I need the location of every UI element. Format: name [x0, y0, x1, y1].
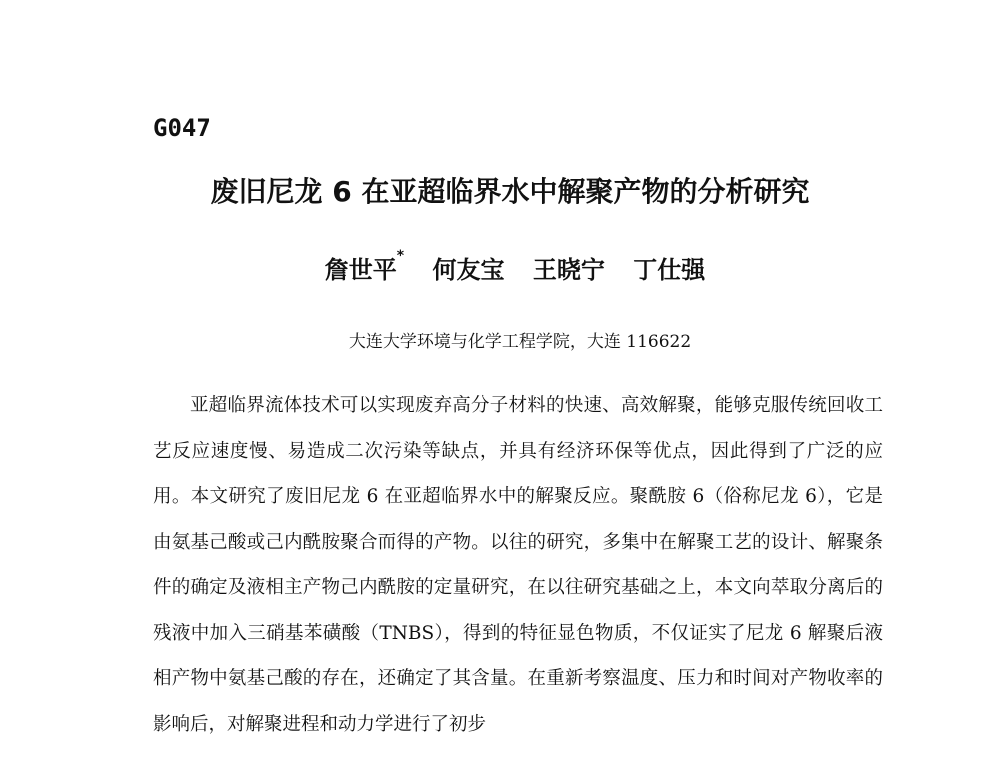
- corresponding-author-mark: *: [396, 248, 405, 264]
- author-3: [533, 250, 605, 285]
- author-name: 何友宝: [432, 256, 505, 284]
- affiliation: 大连大学环境与化学工程学院，大连 116622: [348, 332, 692, 352]
- author-name: 王晓宁: [532, 256, 605, 284]
- author-2: [432, 250, 504, 285]
- author-name: 丁仕强: [633, 256, 706, 284]
- author-1: [325, 250, 404, 285]
- paper-title: 废旧尼龙 6 在亚超临界水中解聚产物的分析研究: [210, 175, 810, 208]
- author-4: [633, 250, 705, 285]
- abstract-paragraph: 亚超临界流体技术可以实现废弃高分子材料的快速、高效解聚，能够克服传统回收工艺反应速度慢、易造成二次污染等缺点，并具有经济环保等优点，因此得到了广泛的应用。本文研究了废旧尼龙 6 在亚超临界水中的解聚反应。聚酰胺 6（俗称尼龙 6），它是由氨基己酸或己内酰胺聚合而得的产物。以往的研究，多集中在解聚工艺的设计、解聚条件的确定及液相主产物己内酰胺的定量研究，在以往研究基础之上，本文向萃取分离后的残液中加入三硝基苯磺酸（TNBS），得到的特征显色物质，不仅证实了尼龙 6 解聚后液相产物中氨基己酸的存在，还确定了其含量。在重新考察温度、压力和时间对产物收率的影响后，对解聚进程和动力学进行了初步: [153, 395, 883, 735]
- paper-code: G047: [153, 114, 211, 142]
- author-name: 詹世平: [324, 256, 397, 284]
- author-list: [0, 250, 1000, 285]
